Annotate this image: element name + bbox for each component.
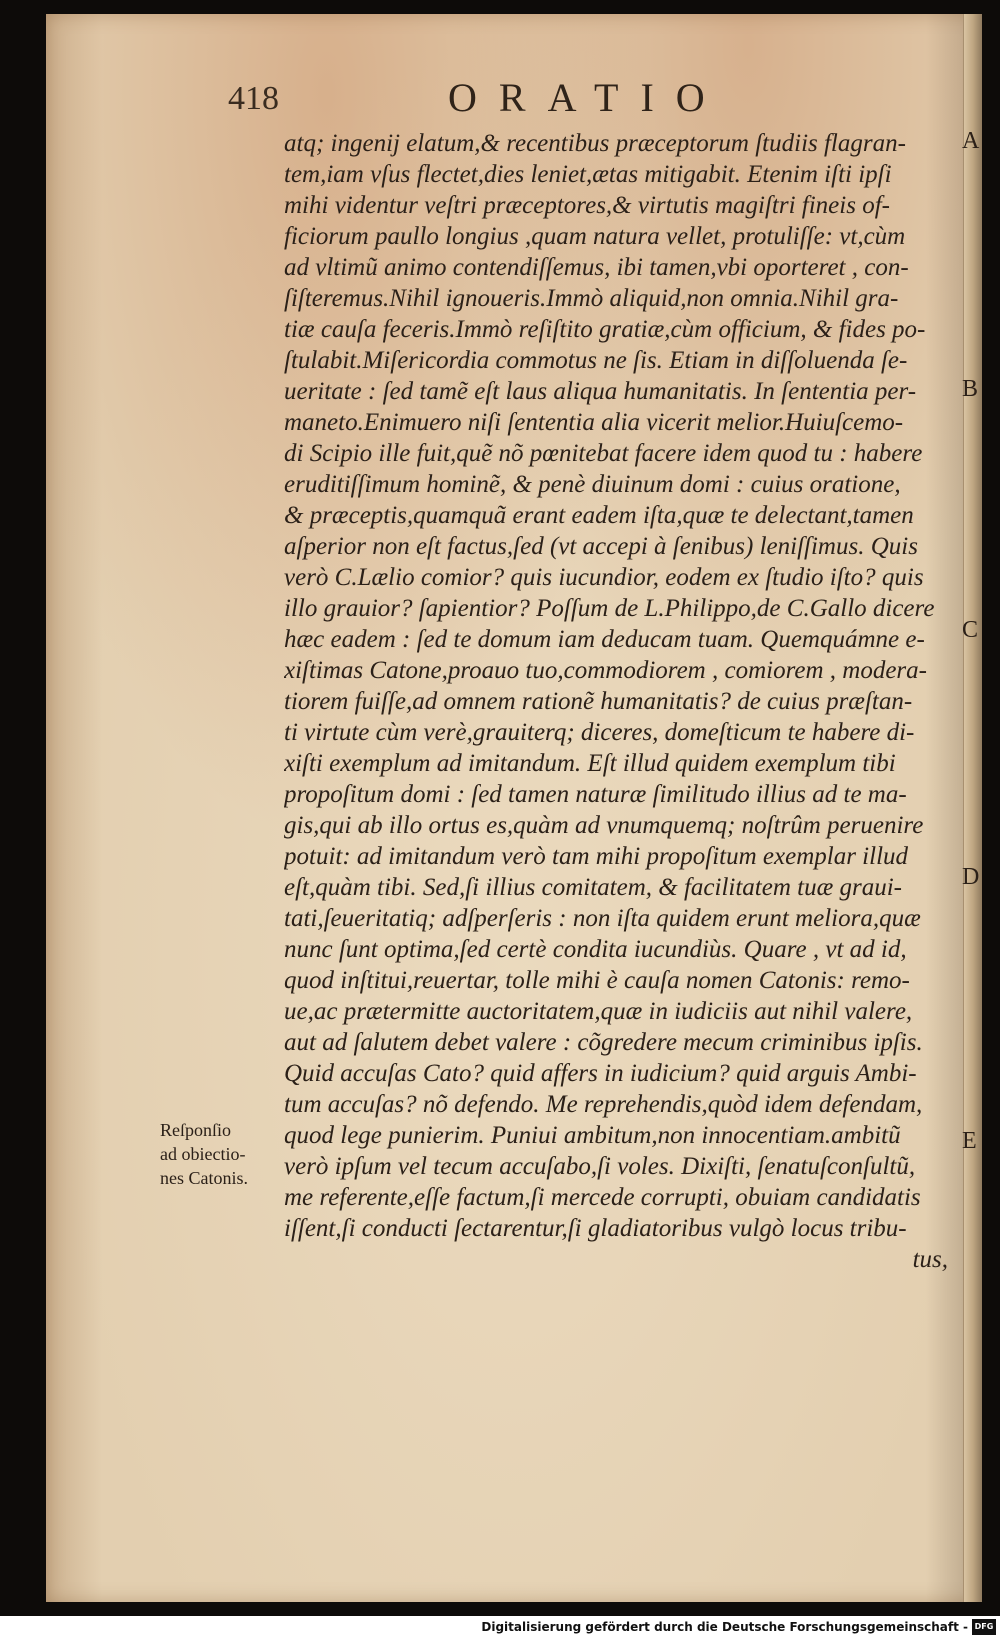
text-line: tus, bbox=[912, 1246, 948, 1273]
text-line: xiſti exemplum ad imitandum. Eſt illud quidem exemplum tibi bbox=[284, 750, 896, 777]
section-letter: A bbox=[962, 128, 980, 154]
text-line: tem,iam vſus flectet,dies leniet,ætas mitigabit. Etenim iſti ipſi bbox=[284, 161, 892, 188]
text-line: hæc eadem : ſed te domum iam deducam tuam. Quemquámne e- bbox=[284, 626, 925, 653]
text-line: nunc ſunt optima,ſed certè condita iucundiùs. Quare , vt ad id, bbox=[284, 936, 907, 963]
text-line: gis,qui ab illo ortus es,quàm ad vnumquemq; noſtrûm peruenire bbox=[284, 812, 924, 839]
text-line: maneto.Enimuero niſi ſententia alia vicerit melior.Huiuſcemo- bbox=[284, 409, 904, 436]
page-header bbox=[228, 70, 928, 130]
text-line: & præceptis,quamquã erant eadem iſta,quæ te delectant,tamen bbox=[284, 502, 914, 529]
marginal-note-line: ad obiectio- bbox=[160, 1144, 246, 1164]
footer-credit: Digitalisierung gefördert durch die Deutsche Forschungsgemeinschaft - bbox=[481, 1620, 968, 1634]
text-line: Quid accuſas Cato? quid affers in iudicium? quid arguis Ambi- bbox=[284, 1060, 917, 1087]
dfg-logo: DFG bbox=[972, 1619, 996, 1635]
text-line: quod lege punierim. Puniui ambitum,non innocentiam.ambitũ bbox=[284, 1122, 901, 1149]
section-letter: C bbox=[962, 617, 979, 643]
text-line: ſtulabit.Miſericordia commotus ne ſis. Etiam in diſſoluenda ſe- bbox=[284, 347, 908, 374]
text-line: aſperior non eſt factus,ſed (vt accepi à ſenibus) leniſſimus. Quis bbox=[284, 533, 918, 560]
page-number: 418 bbox=[228, 80, 279, 117]
marginal-note-line: Reſponſio bbox=[160, 1120, 231, 1140]
running-title: ORATIO bbox=[448, 75, 727, 120]
text-line: di Scipio ille fuit,quẽ nõ pœnitebat facere idem quod tu : habere bbox=[284, 440, 923, 467]
text-line: aut ad ſalutem debet valere : cõgredere mecum criminibus ipſis. bbox=[284, 1029, 923, 1056]
text-line: ad vltimũ animo contendiſſemus, ibi tamen,vbi oporteret , con- bbox=[284, 254, 909, 281]
text-line: eruditiſſimum hominẽ, & penè diuinum domi : cuius oratione, bbox=[284, 471, 901, 498]
text-line: potuit: ad imitandum verò tam mihi propoſitum exemplar illud bbox=[284, 843, 909, 870]
text-line: illo grauior? ſapientior? Poſſum de L.Philippo,de C.Gallo dicere bbox=[284, 595, 935, 622]
text-line: tiorem fuiſſe,ad omnem rationẽ humanitatis? de cuius præſtan- bbox=[284, 688, 913, 715]
footer-bar bbox=[0, 1616, 1000, 1640]
text-line: tiæ cauſa feceris.Immò reſiſtito gratiæ,cùm officium, & fides po- bbox=[284, 316, 926, 343]
text-line: me referente,eſſe factum,ſi mercede corrupti, obuiam candidatis bbox=[284, 1184, 921, 1211]
text-line: ſiſteremus.Nihil ignoueris.Immò aliquid,non omnia.Nihil gra- bbox=[284, 285, 899, 312]
text-line: mihi videntur veſtri præceptores,& virtutis magiſtri fineis of- bbox=[284, 192, 890, 219]
text-line: xiſtimas Catone,proauo tuo,commodiorem , comiorem , modera- bbox=[284, 657, 927, 684]
text-line: ue,ac prætermitte auctoritatem,quæ in iudiciis aut nihil valere, bbox=[284, 998, 913, 1025]
text-line: iſſent,ſi conducti ſectarentur,ſi gladiatoribus vulgò locus tribu- bbox=[284, 1215, 907, 1242]
text-line: ficiorum paullo longius ,quam natura vellet, protuliſſe: vt,cùm bbox=[284, 223, 906, 250]
marginal-note bbox=[160, 1118, 280, 1190]
section-letter: D bbox=[962, 864, 980, 890]
text-line: tati,ſeueritatiq; adſperſeris : non iſta quidem erunt meliora,quæ bbox=[284, 905, 921, 932]
text-line: atq; ingenij elatum,& recentibus præceptorum ſtudiis flagran- bbox=[284, 130, 906, 157]
body-text bbox=[284, 128, 964, 1275]
text-line: ti virtute cùm verè,grauiterq; diceres, domeſticum te habere di- bbox=[284, 719, 915, 746]
section-letter: E bbox=[962, 1128, 977, 1154]
marginal-note-line: nes Catonis. bbox=[160, 1168, 248, 1188]
text-line: quod inſtitui,reuertar, tolle mihi è cauſa nomen Catonis: remo- bbox=[284, 967, 910, 994]
text-line: verò ipſum vel tecum accuſabo,ſi voles. Dixiſti, ſenatuſconſultũ, bbox=[284, 1153, 916, 1180]
text-line: eſt,quàm tibi. Sed,ſi illius comitatem, & facilitatem tuæ graui- bbox=[284, 874, 903, 901]
section-letter: B bbox=[962, 376, 979, 402]
text-line: tum accuſas? nõ defendo. Me reprehendis,quòd idem defendam, bbox=[284, 1091, 923, 1118]
page-edge bbox=[963, 14, 982, 1602]
text-line: propoſitum domi : ſed tamen naturæ ſimilitudo illius ad te ma- bbox=[284, 781, 907, 808]
text-line: ueritate : ſed tamẽ eſt laus aliqua humanitatis. In ſententia per- bbox=[284, 378, 917, 405]
text-line: verò C.Lælio comior? quis iucundior, eodem ex ſtudio iſto? quis bbox=[284, 564, 924, 591]
